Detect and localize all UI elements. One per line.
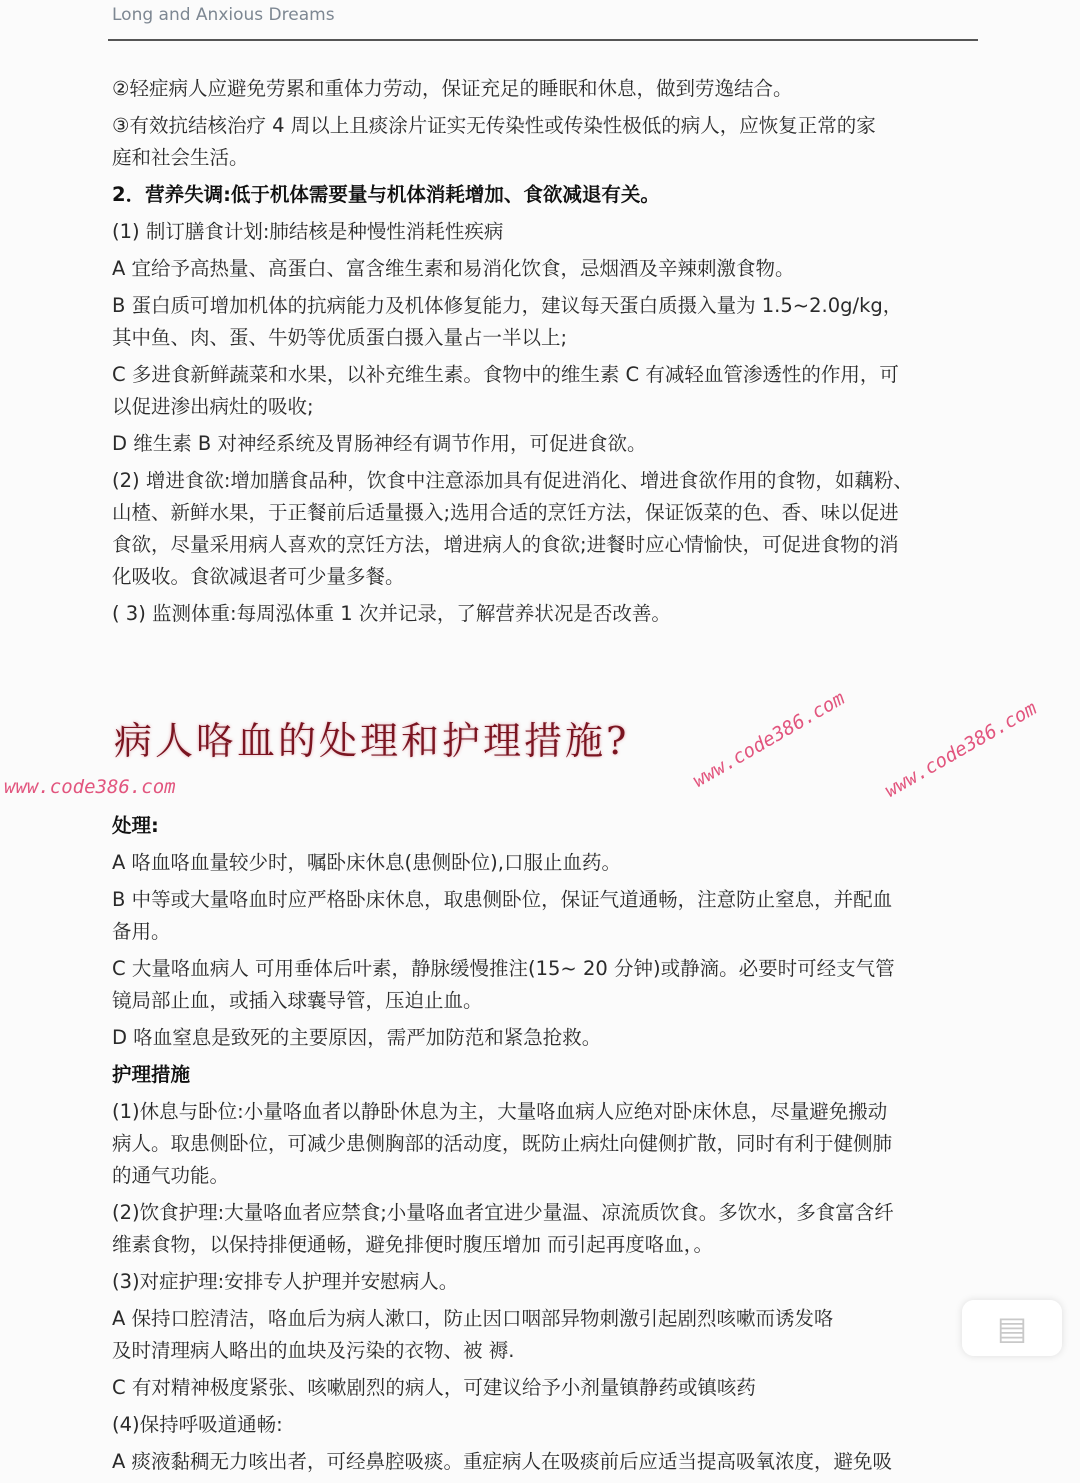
text-line: 备用。 xyxy=(112,920,171,943)
paragraph xyxy=(112,1446,978,1478)
paragraph xyxy=(112,1266,978,1298)
text-line: (2)饮食护理:大量咯血者应禁食;小量咯血者宜进少量温、凉流质饮食。多饮水，多食富含纤 xyxy=(112,1201,894,1224)
paragraph xyxy=(112,428,978,460)
text-line: 处理: xyxy=(112,814,159,837)
text-line: 2．营养失调:低于机体需要量与机体消耗增加、食欲减退有关。 xyxy=(112,183,660,206)
paragraph xyxy=(112,1022,978,1054)
text-line: B 中等或大量咯血时应严格卧床休息，取患侧卧位，保证气道通畅，注意防止窒息，并配血 xyxy=(112,888,893,911)
text-line: 维素食物，以保持排便通畅，避免排便时腹压增加 而引起再度咯血，。 xyxy=(112,1233,713,1256)
paragraph xyxy=(112,465,978,593)
text-line: 镜局部止血，或插入球囊导管，压迫止血。 xyxy=(112,989,483,1012)
text-line: A 宜给予高热量、高蛋白、富含维生素和易消化饮食，忌烟酒及辛辣刺激食物。 xyxy=(112,257,795,280)
text-line: 庭和社会生活。 xyxy=(112,146,249,169)
text-line: 化吸收。食欲减退者可少量多餐。 xyxy=(112,565,405,588)
watermark-text: www.code386.com xyxy=(4,776,176,798)
text-line: 山楂、新鲜水果，于正餐前后适量摄入;选用合适的烹饪方法，保证饭菜的色、香、味以促进 xyxy=(112,501,899,524)
paragraph xyxy=(112,884,978,948)
logo-mark: ▤ xyxy=(996,1309,1028,1347)
paragraph xyxy=(112,359,978,423)
text-line: 病人。取患侧卧位，可减少患侧胸部的活动度，既防止病灶向健侧扩散，同时有利于健侧肺 xyxy=(112,1132,893,1155)
text-line: C 多进食新鲜蔬菜和水果，以补充维生素。食物中的维生素 C 有减轻血管渗透性的作用，可 xyxy=(112,363,899,386)
text-line: A 痰液黏稠无力咳出者，可经鼻腔吸痰。重症病人在吸痰前后应适当提高吸氧浓度，避免吸 xyxy=(112,1450,893,1473)
text-line: 及时清理病人略出的血块及污染的衣物、被 褥. xyxy=(112,1339,515,1362)
paragraph xyxy=(112,110,978,174)
hemoptysis-section xyxy=(112,810,978,1483)
section-heading xyxy=(112,810,978,842)
text-line: (1)休息与卧位:小量咯血者以静卧休息为主，大量咯血病人应绝对卧床休息，尽量避免搬动 xyxy=(112,1100,888,1123)
text-line: B 蛋白质可增加机体的抗病能力及机体修复能力，建议每天蛋白质摄入量为 1.5~2.0g/kg， xyxy=(112,294,903,317)
text-line: (2) 增进食欲:增加膳食品种，饮食中注意添加具有促进消化、增进食欲作用的食物，如藕粉、 xyxy=(112,469,913,492)
text-line: (4)保持呼吸道通畅: xyxy=(112,1413,283,1436)
text-line: 食欲，尽量采用病人喜欢的烹饪方法，增进病人的食欲;进餐时应心情愉快，可促进食物的消 xyxy=(112,533,899,556)
watermark-text: www.code386.com xyxy=(881,697,1041,802)
running-header: Long and Anxious Dreams xyxy=(112,5,335,25)
paragraph xyxy=(112,290,978,354)
text-line: 其中鱼、肉、蛋、牛奶等优质蛋白摄入量占一半以上; xyxy=(112,326,568,349)
section-title: 病人咯血的处理和护理措施? xyxy=(114,719,630,763)
xianyu-logo-watermark xyxy=(962,1300,1062,1356)
text-line: 以促进渗出病灶的吸收; xyxy=(112,395,314,418)
text-line: ③有效抗结核治疗 4 周以上且痰涂片证实无传染性或传染性极低的病人，应恢复正常的家 xyxy=(112,114,876,137)
text-line: D 维生素 B 对神经系统及胃肠神经有调节作用，可促进食欲。 xyxy=(112,432,647,455)
text-line: C 有对精神极度紧张、咳嗽剧烈的病人，可建议给予小剂量镇静药或镇咳药 xyxy=(112,1376,756,1399)
paragraph xyxy=(112,1372,978,1404)
paragraph xyxy=(112,847,978,879)
text-line: ( 3) 监测体重:每周泓体重 1 次并记录，了解营养状况是否改善。 xyxy=(112,602,671,625)
header-divider xyxy=(108,39,978,41)
text-line: 的通气功能。 xyxy=(112,1164,230,1187)
paragraph xyxy=(112,953,978,1017)
paragraph xyxy=(112,73,978,105)
text-line: A 咯血咯血量较少时，嘱卧床休息(患侧卧位),口服止血药。 xyxy=(112,851,621,874)
section-heading xyxy=(112,179,978,211)
watermark-text: www.code386.com xyxy=(689,687,849,792)
text-line: C 大量咯血病人 可用垂体后叶素，静脉缓慢推注(15~ 20 分钟)或静滴。必要时可经支气管 xyxy=(112,957,895,980)
paragraph xyxy=(112,1197,978,1261)
paragraph xyxy=(112,253,978,285)
text-line: (1) 制订膳食计划:肺结核是种慢性消耗性疾病 xyxy=(112,220,504,243)
section-heading xyxy=(112,1059,978,1091)
text-line: (3)对症护理:安排专人护理并安慰病人。 xyxy=(112,1270,459,1293)
nutrition-section xyxy=(112,73,978,635)
text-line: ②轻症病人应避免劳累和重体力劳动，保证充足的睡眠和休息，做到劳逸结合。 xyxy=(112,77,793,100)
text-line: 护理措施 xyxy=(112,1063,191,1086)
paragraph xyxy=(112,1303,978,1367)
paragraph xyxy=(112,1409,978,1441)
paragraph xyxy=(112,1096,978,1192)
text-line: A 保持口腔清洁，咯血后为病人漱口，防止因口咽部异物刺激引起剧烈咳嗽而诱发咯 xyxy=(112,1307,834,1330)
text-line: D 咯血窒息是致死的主要原因，需严加防范和紧急抢救。 xyxy=(112,1026,602,1049)
paragraph xyxy=(112,216,978,248)
paragraph xyxy=(112,598,978,630)
